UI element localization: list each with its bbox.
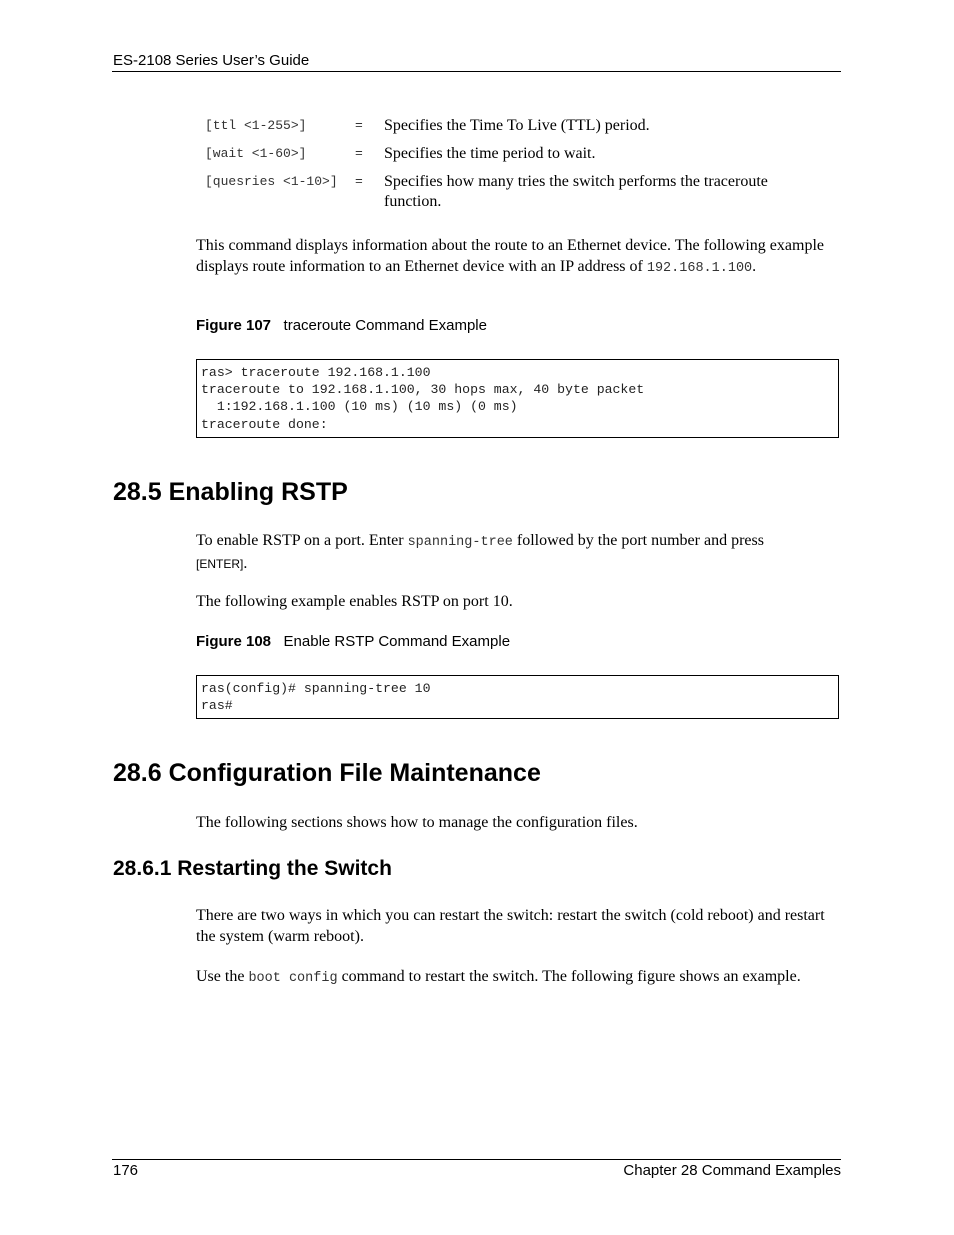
rstp-p1-text-a: To enable RSTP on a port. Enter: [196, 532, 404, 549]
traceroute-intro-end: .: [752, 257, 757, 275]
figure-107-caption: [196, 317, 487, 334]
traceroute-intro-text: This command displays information about the route to an Ethernet device. The following example displays route information to an Ethernet device with an IP address of: [196, 237, 824, 275]
rstp-code-example: ras(config)# spanning-tree 10 ras#: [196, 675, 839, 719]
parameter-description: Specifies the Time To Live (TTL) period.: [384, 117, 650, 134]
rstp-paragraph-1: [196, 531, 836, 574]
figure-107-label: Figure 107: [196, 317, 272, 334]
traceroute-code-example: ras> traceroute 192.168.1.100 traceroute to 192.168.1.100, 30 hops max, 40 byte packet 1:192.168.1.100 (10 ms) (10 ms) (0 ms) traceroute done:: [196, 359, 839, 438]
figure-107-title: traceroute Command Example: [283, 317, 487, 334]
rstp-paragraph-2: The following example enables RSTP on port 10.: [196, 593, 513, 610]
boot-config-code: boot config: [248, 971, 338, 986]
traceroute-intro-paragraph: [196, 236, 836, 279]
restart-paragraph-1: There are two ways in which you can restart the switch: restart the switch (cold reboot) and restart the system (warm reboot).: [196, 907, 825, 945]
section-28-5-heading: 28.5 Enabling RSTP: [113, 478, 348, 506]
running-footer-chapter: Chapter 28 Command Examples: [623, 1162, 841, 1179]
page-number: 176: [113, 1162, 139, 1179]
section-28-6-1-heading: 28.6.1 Restarting the Switch: [113, 857, 392, 880]
header-rule: [112, 71, 841, 72]
spanning-tree-code: spanning-tree: [407, 535, 513, 550]
restart-p2-text-a: Use the: [196, 968, 245, 985]
parameter-equals: =: [355, 146, 363, 161]
config-maintenance-paragraph: The following sections shows how to manage the configuration files.: [196, 814, 638, 831]
running-header-title: ES-2108 Series User’s Guide: [113, 52, 310, 69]
parameter-name: [quesries <1-10>]: [205, 174, 338, 189]
parameter-equals: =: [355, 118, 363, 133]
parameter-description: Specifies the time period to wait.: [384, 145, 596, 162]
parameter-name: [ttl <1-255>]: [205, 118, 307, 133]
figure-108-label: Figure 108: [196, 633, 272, 650]
figure-108-caption: [196, 633, 510, 650]
parameter-equals: =: [355, 174, 363, 189]
restart-paragraph-2: [196, 967, 836, 990]
footer-rule: [112, 1159, 841, 1160]
rstp-p1-end: .: [243, 554, 248, 572]
ip-address-code: 192.168.1.100: [646, 260, 753, 276]
rstp-p1-text-b: followed by the port number and press: [516, 532, 764, 549]
parameter-description: Specifies how many tries the switch performs the traceroute function.: [384, 173, 768, 210]
parameter-name: [wait <1-60>]: [205, 146, 307, 161]
figure-108-title: Enable RSTP Command Example: [283, 633, 511, 650]
restart-p2-text-b: command to restart the switch. The following figure shows an example.: [341, 968, 801, 985]
enter-key-label: [ENTER]: [196, 556, 244, 571]
section-28-6-heading: 28.6 Configuration File Maintenance: [113, 759, 541, 787]
